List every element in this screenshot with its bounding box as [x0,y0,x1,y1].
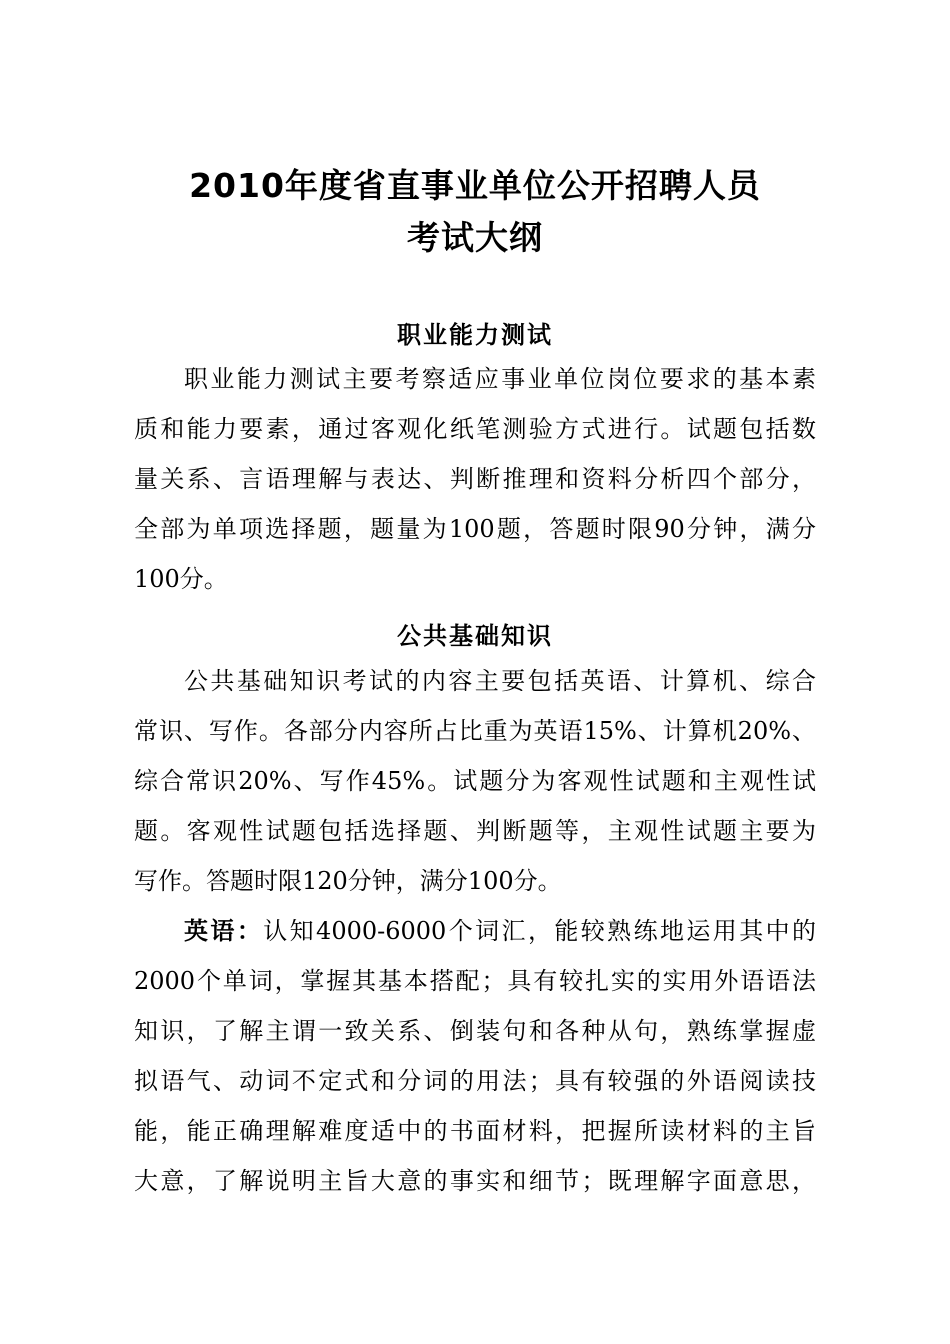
paragraph-line: 写作。答题时限120分钟，满分100分。 [134,867,562,895]
section-heading-public-basic-knowledge: 公共基础知识 [397,621,553,650]
paragraph-line: 大意，了解说明主旨大意的事实和细节；既理解字面意思， [134,1167,816,1195]
english-first-line-text: 认知4000-6000个词汇，能较熟练地运用其中的 [263,917,817,945]
paragraph-line: 全部为单项选择题，题量为100题，答题时限90分钟，满分 [134,515,816,543]
paragraph-line: 综合常识20%、写作45%。试题分为客观性试题和主观性试 [134,767,816,795]
paragraph-line: 知识，了解主谓一致关系、倒装句和各种从句，熟练掌握虚 [134,1017,816,1045]
paragraph-line: 职业能力测试主要考察适应事业单位岗位要求的基本素 [184,365,816,393]
document-title-line1: 2010年度省直事业单位公开招聘人员 [189,166,761,205]
paragraph-line: 能，能正确理解难度适中的书面材料，把握所读材料的主旨 [134,1117,816,1145]
paragraph-line: 拟语气、动词不定式和分词的用法；具有较强的外语阅读技 [134,1067,816,1095]
paragraph-line: 题。客观性试题包括选择题、判断题等，主观性试题主要为 [134,817,816,845]
document-title-line2: 考试大纲 [407,218,543,257]
paragraph-line: 2000个单词，掌握其基本搭配；具有较扎实的实用外语语法 [134,967,816,995]
english-paragraph-first-line [184,916,816,946]
paragraph-line: 公共基础知识考试的内容主要包括英语、计算机、综合 [184,667,816,695]
paragraph-line: 量关系、言语理解与表达、判断推理和资料分析四个部分， [134,465,816,493]
paragraph-line: 常识、写作。各部分内容所占比重为英语15%、计算机20%、 [134,717,816,745]
english-label: 英语： [184,916,264,945]
paragraph-line: 100分。 [134,565,228,593]
paragraph-line: 质和能力要素，通过客观化纸笔测验方式进行。试题包括数 [134,415,816,443]
section-heading-vocational-ability: 职业能力测试 [397,320,553,349]
